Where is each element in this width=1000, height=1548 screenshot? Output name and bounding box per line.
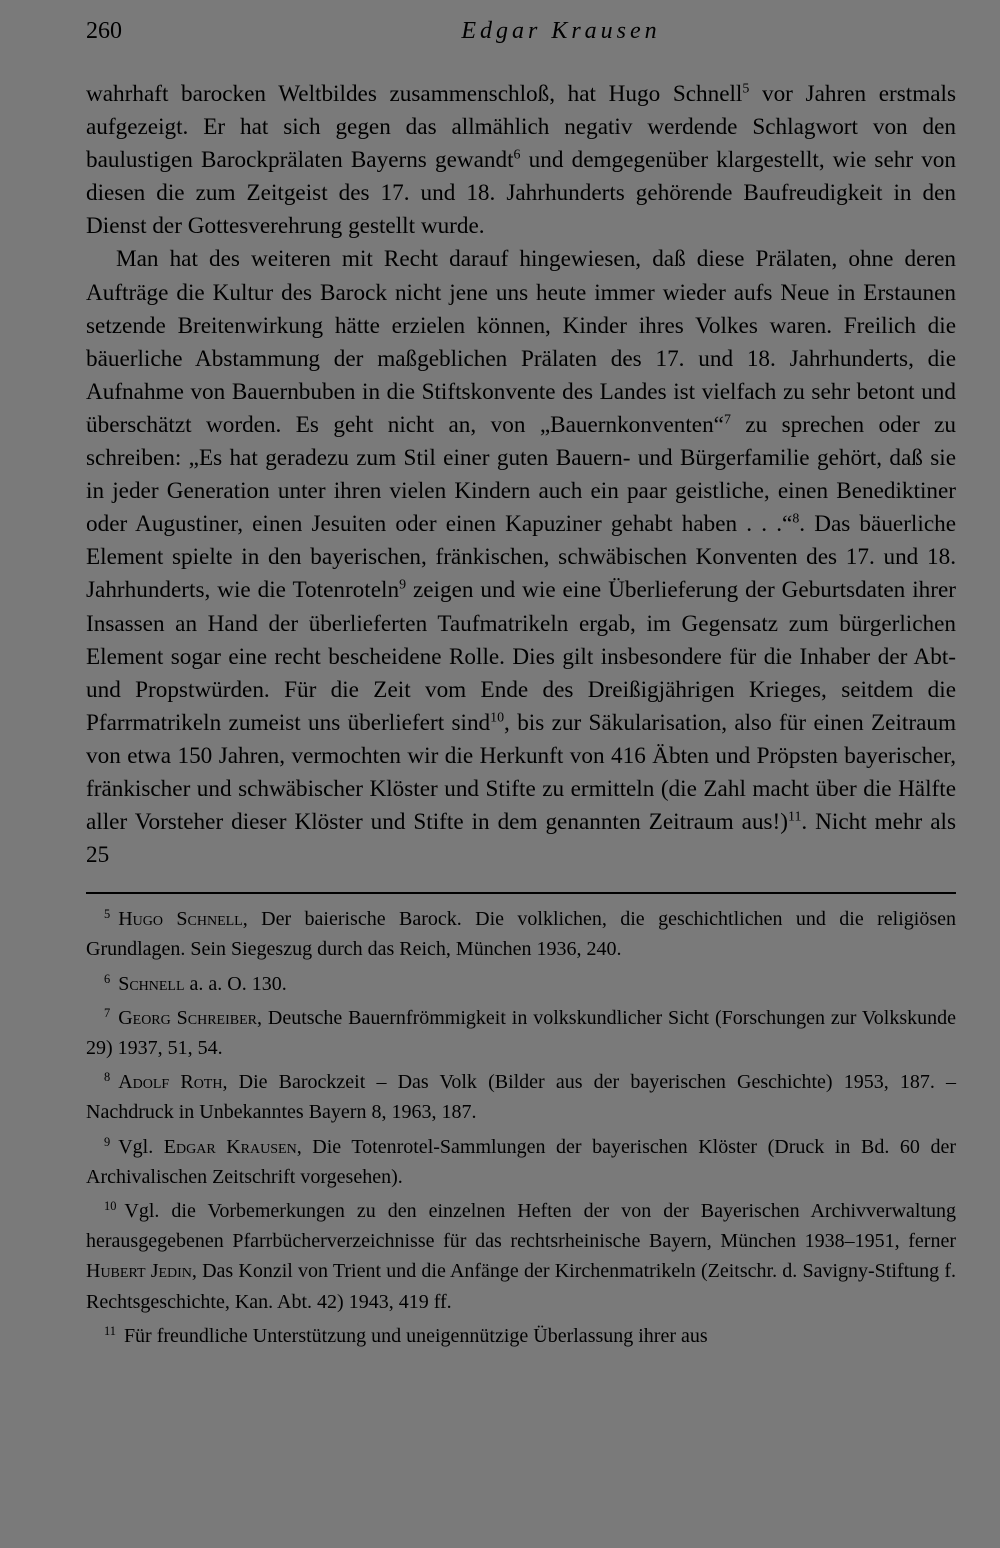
book-page <box>86 10 956 1355</box>
footnote-7 <box>86 1003 956 1063</box>
footnote-author: Hubert Jedin <box>86 1260 192 1283</box>
footnote-11 <box>86 1321 956 1351</box>
paragraph-1-text-b: vor Jahren erstmals aufgezeigt. Er hat sich gegen das allmählich negativ werdende Schlagwort von den baulustigen Barockprälaten Bayerns gewandt <box>86 81 956 174</box>
footnote-text: , Das Konzil von Trient und die Anfänge der Kirchenmatrikeln (Zeitschr. d. Savigny-Stiftung f. Rechtsgeschichte, Kan. Abt. 42) 1943, 419 ff. <box>86 1260 956 1313</box>
footnote-number: 6 <box>104 971 111 986</box>
paragraph-1-text-c: und demgegenüber klargestellt, wie sehr von diesen die zum Zeitgeist des 17. und 18. Jahrhunderts gehörende Baufreudigkeit in den Dienst der Gottesverehrung gestellt wurde. <box>86 147 956 240</box>
paragraph-2-text-f: . Nicht mehr als 25 <box>86 809 956 869</box>
footnote-text: , Die Totenrotel-Sammlungen der bayerischen Klöster (Druck in Bd. 60 der Archivalischen Zeitschrift vorgesehen). <box>86 1135 957 1188</box>
footnote-author: Edgar Krausen <box>163 1135 297 1158</box>
footnote-6 <box>86 969 956 999</box>
footnote-text: , Der baierische Barock. Die volklichen, die geschichtlichen und die religiösen Grundlagen. Sein Siegeszug durch das Reich, München 1936, 240. <box>86 908 956 961</box>
page-number: 260 <box>86 18 122 44</box>
footnote-text: Für freundliche Unterstützung und uneigennützige Überlassung ihrer aus <box>123 1324 708 1347</box>
footnote-text: a. a. O. 130. <box>184 972 287 995</box>
footnote-ref-10: 10 <box>490 710 505 726</box>
footnote-ref-5: 5 <box>742 81 750 97</box>
footnote-divider <box>86 892 956 894</box>
footnote-8 <box>86 1067 956 1127</box>
footnotes <box>86 904 956 1351</box>
footnote-number: 8 <box>104 1070 111 1085</box>
running-head <box>86 10 956 54</box>
footnote-prefix: Vgl. die Vorbemerkungen zu den einzelnen Heften der von der Bayerischen Archivverwaltung herausgegebenen Pfarrbücherverzeichnisse für das rechtsrheinische Bayern, München 1938–1951, ferner <box>86 1200 956 1253</box>
footnote-ref-9: 9 <box>399 578 407 594</box>
footnote-number: 9 <box>104 1134 111 1149</box>
running-title: Edgar Krausen <box>461 18 661 44</box>
footnote-number: 5 <box>104 907 111 922</box>
footnote-author: Adolf Roth <box>118 1071 223 1094</box>
footnote-ref-8: 8 <box>792 511 800 527</box>
paragraph-2-text-c: . Das bäuerliche Element spielte in den bayerischen, fränkischen, schwäbischen Konventen des 17. und 18. Jahrhunderts, wie die Totenroteln <box>86 511 956 604</box>
paragraph-2-text-b: zu sprechen oder zu schreiben: „Es hat geradezu zum Stil einer guten Bauern- und Bürgerfamilie gehört, daß sie in jeder Generation unter ihren vielen Kindern auch ein paar geistliche, einen Benediktiner oder Augustiner, einen Jesuiten oder einen Kapuziner gehabt haben . . .“ <box>86 411 956 538</box>
footnote-number: 11 <box>104 1324 116 1339</box>
footnote-number: 7 <box>104 1006 111 1021</box>
main-text <box>86 78 956 872</box>
footnote-text: , Die Barockzeit – Das Volk (Bilder aus der bayerischen Geschichte) 1953, 187. – Nachdruck in Unbekanntes Bayern 8, 1963, 187. <box>86 1071 956 1124</box>
footnote-text: , Deutsche Bauernfrömmigkeit in volkskundlicher Sicht (Forschungen zur Volkskunde 29) 1937, 51, 54. <box>86 1006 956 1060</box>
footnote-ref-7: 7 <box>723 412 731 428</box>
footnote-ref-6: 6 <box>513 147 521 163</box>
footnote-10 <box>86 1196 956 1317</box>
footnote-prefix: Vgl. <box>118 1135 164 1158</box>
paragraph-2-text-a: Man hat des weiteren mit Recht darauf hingewiesen, daß diese Prälaten, ohne deren Aufträge die Kultur des Barock nicht jene uns heute immer wieder aufs Neue in Erstaunen setzende Breitenwirkung hätte erzielen können, Kinder ihres Volkes waren. Freilich die bäuerliche Abstammung der maßgeblichen Prälaten des 17. und 18. Jahrhunderts, die Aufnahme von Bauernbuben in die Stiftskonvente des Landes ist vielfach zu sehr betont und überschätzt worden. Es geht nicht an, von „Bauernkonventen“ <box>86 246 956 438</box>
footnote-ref-11: 11 <box>788 809 802 825</box>
footnote-author: Hugo Schnell <box>118 908 243 931</box>
paragraph-1 <box>86 78 956 243</box>
footnote-author: Schnell <box>118 972 185 995</box>
footnote-5 <box>86 904 956 964</box>
paragraph-1-text-a: wahrhaft barocken Weltbildes zusammenschloß, hat Hugo Schnell <box>86 81 743 107</box>
footnote-author: Georg Schreiber <box>118 1006 257 1029</box>
footnote-number: 10 <box>104 1199 117 1214</box>
paragraph-2-text-e: , bis zur Säkularisation, also für einen Zeitraum von etwa 150 Jahren, vermochten wir die Herkunft von 416 Äbten und Pröpsten bayerischer, fränkischer und schwäbischer Klöster und Stifte zu ermitteln (die Zahl macht über die Hälfte aller Vorsteher dieser Klöster und Stifte in dem genannten Zeitraum aus!) <box>86 709 956 836</box>
paragraph-2 <box>86 243 956 872</box>
paragraph-2-text-d: zeigen und wie eine Überlieferung der Geburtsdaten ihrer Insassen an Hand der überlieferten Taufmatrikeln ergab, im Gegensatz zum bürgerlichen Element sogar eine recht bescheidene Rolle. Dies gilt insbesondere für die Inhaber der Abt- und Propstwürden. Für die Zeit vom Ende des Dreißigjährigen Krieges, seitdem die Pfarrmatrikeln zumeist uns überliefert sind <box>86 577 956 736</box>
footnote-9 <box>86 1132 956 1192</box>
